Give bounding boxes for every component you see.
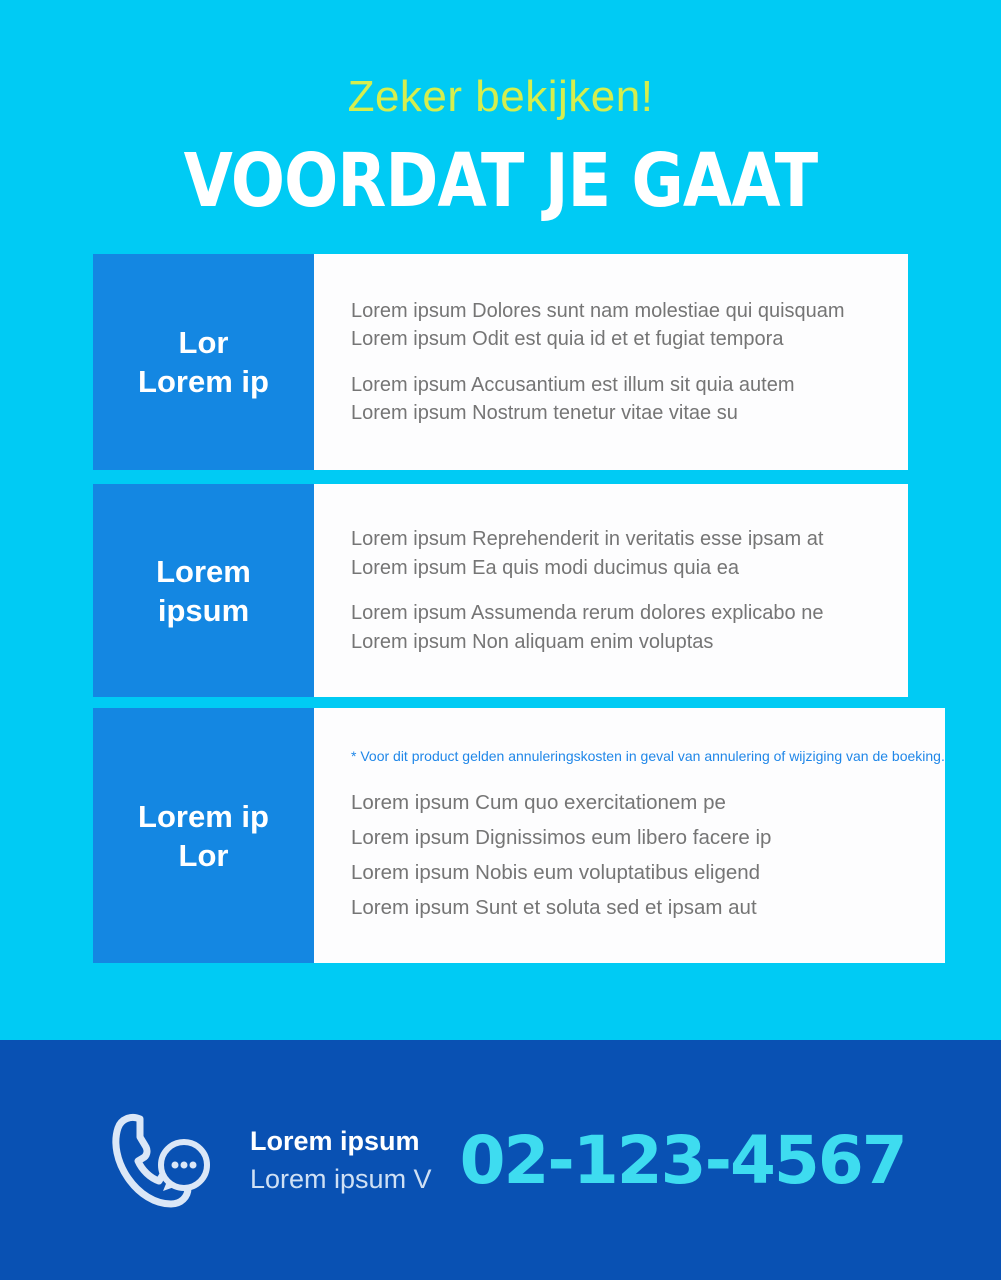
row-1-text-line: Lorem ipsum Accusantium est illum sit quia autem (351, 373, 795, 396)
row-1-text-line: Lorem ipsum Dolores sunt nam molestiae qui quisquam (351, 299, 845, 322)
cancellation-note: * Voor dit product gelden annuleringskosten in geval van annulering of wijziging van de boeking. (351, 747, 945, 764)
row-2-text-line: Lorem ipsum Ea quis modi ducimus quia ea (351, 556, 739, 579)
row-2-text-line: Lorem ipsum Assumenda rerum dolores explicabo ne (351, 602, 824, 624)
row-1-text-line: Lorem ipsum Nostrum tenetur vitae vitae su (351, 402, 738, 424)
footer-brand-subtitle: Lorem ipsum V (250, 1164, 432, 1194)
row-1-text-line: Lorem ipsum Odit est quia id et et fugiat tempora (351, 328, 784, 350)
row-2-text-line: Lorem ipsum Reprehenderit in veritatis esse ipsam at (351, 528, 824, 550)
info-row-2 (93, 484, 908, 697)
row-2-content (314, 484, 908, 697)
row-2-text-line: Lorem ipsum Non aliquam enim voluptas (351, 630, 714, 653)
row-3-label-line-1: Lorem ip (138, 798, 269, 834)
phone-number: 02-123-4567 (459, 1121, 906, 1199)
row-2-label-line-2: ipsum (157, 592, 250, 628)
row-1-label (93, 254, 314, 470)
row-3-label-line-2: Lor (178, 837, 229, 873)
row-3-text-line: Lorem ipsum Cum quo exercitationem pe (351, 790, 726, 814)
footer-brand (250, 1124, 432, 1196)
row-3-content (314, 708, 945, 963)
row-2-label (93, 484, 314, 697)
row-1-label-line-2: Lorem ip (138, 364, 269, 399)
info-row-1 (93, 254, 908, 470)
page-title: VOORDAT JE GAAT (183, 138, 818, 224)
row-1-content (314, 254, 908, 470)
phone-chat-icon (106, 1109, 214, 1211)
row-3-text-line: Lorem ipsum Nobis eum voluptatibus eligend (351, 860, 761, 884)
footer (0, 1040, 1001, 1280)
footer-brand-title: Lorem ipsum (250, 1126, 420, 1156)
footer-content (0, 1040, 1001, 1280)
row-3-text-line: Lorem ipsum Dignissimos eum libero facere ip (351, 825, 772, 849)
tagline: Zeker bekijken! (347, 72, 654, 121)
info-rows (93, 254, 945, 963)
row-2-label-line-1: Lorem (156, 553, 251, 589)
row-1-label-line-1: Lor (178, 325, 229, 360)
row-3-text-line: Lorem ipsum Sunt et soluta sed et ipsam aut (351, 895, 757, 919)
row-3-label (93, 708, 314, 963)
info-row-3 (93, 708, 945, 963)
